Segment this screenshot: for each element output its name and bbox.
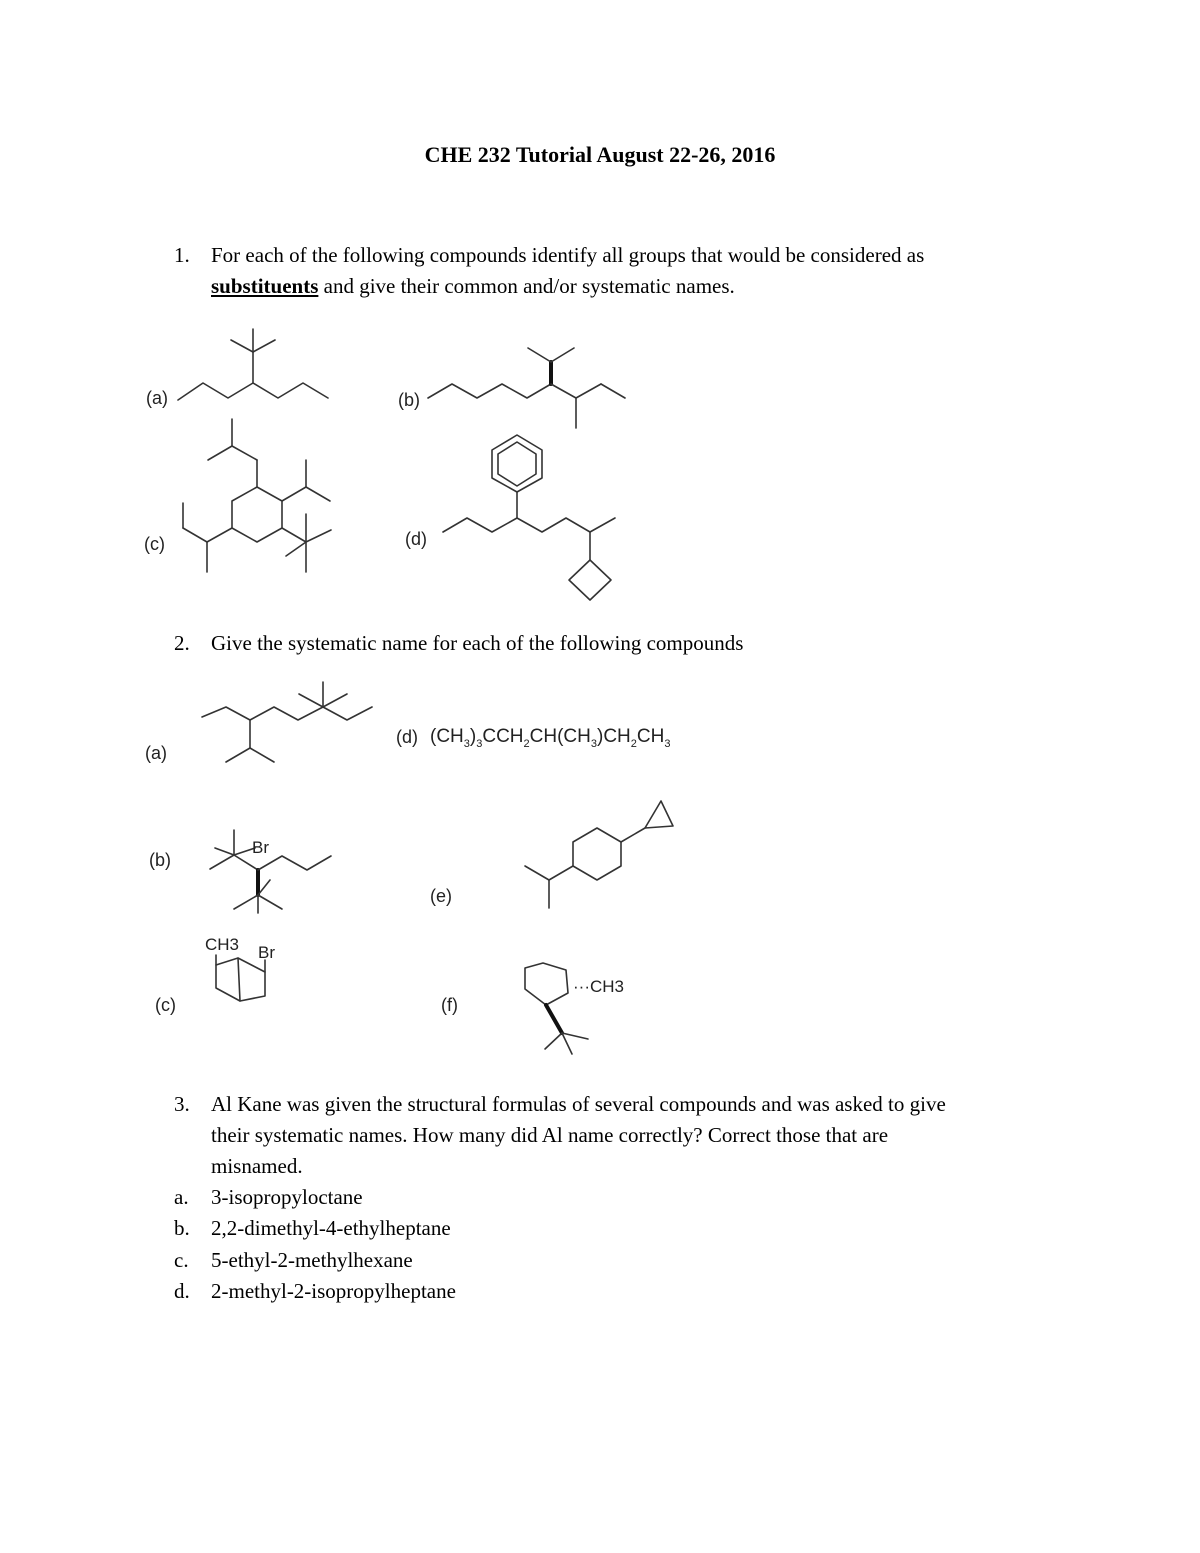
question-number: 1. bbox=[174, 243, 190, 267]
q2-label-c: (c) bbox=[155, 995, 176, 1015]
bromine-label: Br bbox=[258, 943, 275, 962]
q1-label-a: (a) bbox=[146, 388, 168, 408]
q2-label-a: (a) bbox=[145, 743, 167, 763]
document-page: CHE 232 Tutorial August 22-26, 2016 1. For each of the following compounds identify all groups that would be considered as substituents and give their common and/or systematic names. (a) (b) (c) (d) 2. Give the systematic name for each of the following compounds (a) (b) (c) (d) (e) (f) $(CH_3)_3CCH_2CH(CH_3)CH_2CH_3$ Br CH3 Br ···CH3 3. Al Kane was given the structural formulas of several compounds and was asked to give their systematic names. How many did Al name correctly? Correct those that are misnamed. a. 3-isopropyloctane b. 2,2-dimethyl-4-ethylheptane c. 5-ethyl-2-methylhexane d. 2-methyl-2-isopropylheptane bbox=[0, 0, 1200, 1553]
structure-2f bbox=[525, 963, 624, 1054]
methyl-label: CH3 bbox=[205, 935, 240, 954]
question-number: 3. bbox=[174, 1092, 190, 1116]
q1-label-c: (c) bbox=[144, 534, 165, 554]
structure-2c bbox=[205, 935, 275, 1001]
emphasis-substituents: substituents bbox=[211, 274, 319, 298]
structure-2a bbox=[202, 682, 372, 762]
structure-2b bbox=[210, 830, 331, 913]
structure-1d bbox=[443, 435, 615, 600]
q2-label-f: (f) bbox=[441, 995, 458, 1015]
structure-1b bbox=[428, 348, 625, 428]
q2-label-e: (e) bbox=[430, 886, 452, 906]
methyl-dashed-label: ···CH3 bbox=[573, 977, 624, 996]
question-1-text: For each of the following compounds identify all groups that would be considered as substituents and give their common and/or systematic names. bbox=[211, 243, 925, 298]
structure-1c bbox=[183, 419, 331, 572]
question-number: 2. bbox=[174, 631, 190, 655]
bromine-label: Br bbox=[252, 838, 269, 857]
page-title: CHE 232 Tutorial August 22-26, 2016 bbox=[424, 142, 776, 167]
condensed-formula-2d: $(CH_3)_3CCH_2CH(CH_3)CH_2CH_3$ bbox=[430, 726, 671, 750]
q2-label-d: (d) bbox=[396, 727, 418, 747]
structure-1a bbox=[178, 329, 328, 400]
question-3-text: Al Kane was given the structural formulas of several compounds and was asked to give their systematic names. How many did Al name correctly? Correct those that are misnamed. bbox=[211, 1092, 946, 1178]
question-2-text: Give the systematic name for each of the following compounds bbox=[211, 631, 744, 655]
q2-label-b: (b) bbox=[149, 850, 171, 870]
structure-2e bbox=[525, 801, 673, 908]
q1-label-b: (b) bbox=[398, 390, 420, 410]
q1-label-d: (d) bbox=[405, 529, 427, 549]
